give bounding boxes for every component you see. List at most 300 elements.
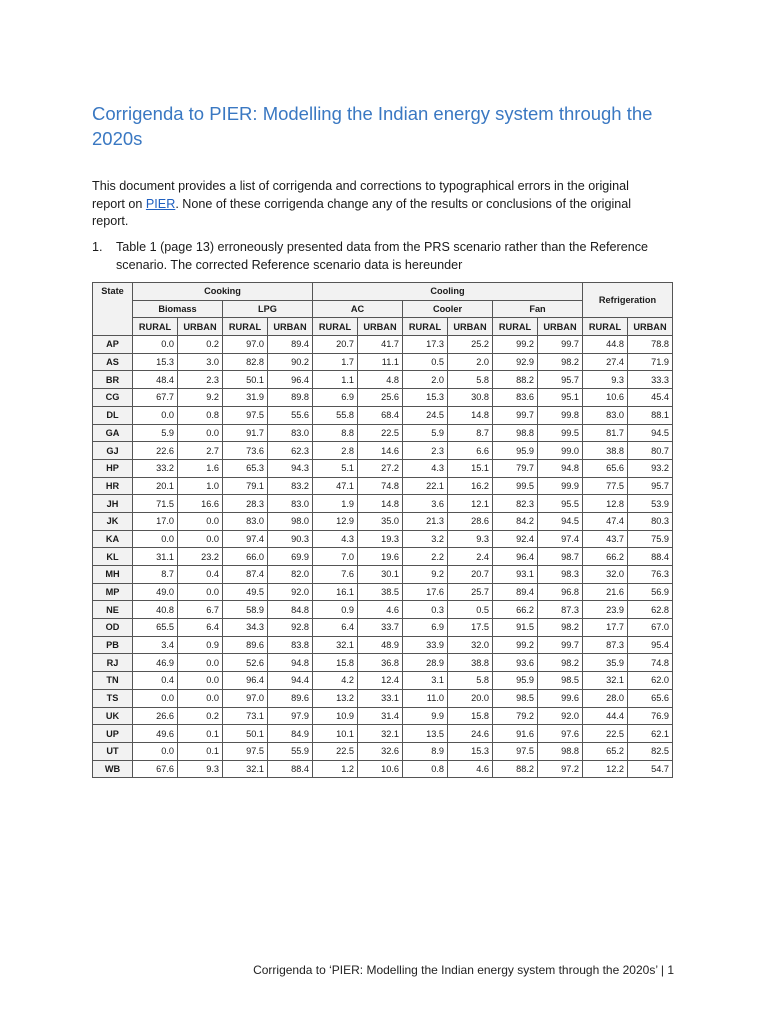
value-cell: 92.0 xyxy=(268,583,313,601)
value-cell: 0.2 xyxy=(178,336,223,354)
value-cell: 17.0 xyxy=(133,512,178,530)
table-row xyxy=(93,548,673,566)
intro-text-after: . None of these corrigenda change any of the results or conclusions of the original report. xyxy=(92,196,632,228)
table-row xyxy=(93,442,673,460)
sub-header-urban: URBAN xyxy=(448,318,493,336)
value-cell: 1.6 xyxy=(178,459,223,477)
value-cell: 95.5 xyxy=(538,495,583,513)
table-row xyxy=(93,353,673,371)
value-cell: 41.7 xyxy=(358,336,403,354)
value-cell: 5.8 xyxy=(448,371,493,389)
value-cell: 15.1 xyxy=(448,459,493,477)
state-cell: UT xyxy=(93,742,133,760)
value-cell: 94.5 xyxy=(538,512,583,530)
value-cell: 28.0 xyxy=(583,689,628,707)
value-cell: 2.4 xyxy=(448,548,493,566)
value-cell: 44.8 xyxy=(583,336,628,354)
state-cell: GA xyxy=(93,424,133,442)
value-cell: 0.8 xyxy=(403,760,448,778)
value-cell: 8.8 xyxy=(313,424,358,442)
table-row xyxy=(93,512,673,530)
value-cell: 3.6 xyxy=(403,495,448,513)
value-cell: 95.7 xyxy=(538,371,583,389)
value-cell: 27.4 xyxy=(583,353,628,371)
value-cell: 38.8 xyxy=(448,654,493,672)
value-cell: 93.2 xyxy=(628,459,673,477)
state-cell: DL xyxy=(93,406,133,424)
state-cell: TS xyxy=(93,689,133,707)
value-cell: 9.3 xyxy=(583,371,628,389)
state-cell: TN xyxy=(93,672,133,690)
value-cell: 98.0 xyxy=(268,512,313,530)
value-cell: 1.2 xyxy=(313,760,358,778)
value-cell: 87.3 xyxy=(538,601,583,619)
value-cell: 6.9 xyxy=(403,619,448,637)
value-cell: 31.1 xyxy=(133,548,178,566)
value-cell: 62.1 xyxy=(628,725,673,743)
value-cell: 62.3 xyxy=(268,442,313,460)
value-cell: 0.5 xyxy=(448,601,493,619)
page-footer: Corrigenda to ‘PIER: Modelling the Indian energy system through the 2020s’ | 1 xyxy=(253,963,674,977)
value-cell: 99.0 xyxy=(538,442,583,460)
value-cell: 19.6 xyxy=(358,548,403,566)
state-cell: WB xyxy=(93,760,133,778)
value-cell: 80.3 xyxy=(628,512,673,530)
state-cell: KL xyxy=(93,548,133,566)
value-cell: 0.0 xyxy=(178,583,223,601)
value-cell: 0.0 xyxy=(178,512,223,530)
value-cell: 49.6 xyxy=(133,725,178,743)
value-cell: 0.0 xyxy=(178,424,223,442)
value-cell: 1.7 xyxy=(313,353,358,371)
value-cell: 55.9 xyxy=(268,742,313,760)
value-cell: 91.7 xyxy=(223,424,268,442)
value-cell: 88.1 xyxy=(628,406,673,424)
table-row xyxy=(93,406,673,424)
value-cell: 0.0 xyxy=(133,406,178,424)
value-cell: 99.2 xyxy=(493,636,538,654)
value-cell: 94.8 xyxy=(268,654,313,672)
table-row xyxy=(93,495,673,513)
state-cell: MP xyxy=(93,583,133,601)
value-cell: 0.0 xyxy=(133,336,178,354)
value-cell: 20.7 xyxy=(313,336,358,354)
value-cell: 22.5 xyxy=(358,424,403,442)
page-title: Corrigenda to PIER: Modelling the Indian energy system through the 2020s xyxy=(92,103,653,149)
state-header: State xyxy=(93,283,133,336)
value-cell: 62.8 xyxy=(628,601,673,619)
value-cell: 6.9 xyxy=(313,389,358,407)
value-cell: 0.9 xyxy=(178,636,223,654)
value-cell: 82.3 xyxy=(493,495,538,513)
value-cell: 2.3 xyxy=(178,371,223,389)
group-header-cooling: Cooling xyxy=(313,283,583,301)
value-cell: 2.0 xyxy=(448,353,493,371)
value-cell: 11.1 xyxy=(358,353,403,371)
value-cell: 33.2 xyxy=(133,459,178,477)
value-cell: 79.1 xyxy=(223,477,268,495)
value-cell: 80.7 xyxy=(628,442,673,460)
state-cell: KA xyxy=(93,530,133,548)
value-cell: 17.6 xyxy=(403,583,448,601)
table-row xyxy=(93,760,673,778)
category-header-refrigeration: Refrigeration xyxy=(583,283,673,318)
value-cell: 98.5 xyxy=(493,689,538,707)
value-cell: 89.6 xyxy=(268,689,313,707)
value-cell: 34.3 xyxy=(223,619,268,637)
value-cell: 0.2 xyxy=(178,707,223,725)
value-cell: 22.5 xyxy=(313,742,358,760)
value-cell: 12.1 xyxy=(448,495,493,513)
table-row xyxy=(93,371,673,389)
value-cell: 26.6 xyxy=(133,707,178,725)
value-cell: 15.3 xyxy=(133,353,178,371)
value-cell: 83.0 xyxy=(268,424,313,442)
value-cell: 50.1 xyxy=(223,371,268,389)
value-cell: 67.0 xyxy=(628,619,673,637)
value-cell: 74.8 xyxy=(358,477,403,495)
value-cell: 92.0 xyxy=(538,707,583,725)
value-cell: 4.6 xyxy=(358,601,403,619)
value-cell: 33.1 xyxy=(358,689,403,707)
value-cell: 49.5 xyxy=(223,583,268,601)
value-cell: 93.6 xyxy=(493,654,538,672)
state-cell: AP xyxy=(93,336,133,354)
value-cell: 14.8 xyxy=(358,495,403,513)
sub-header-urban: URBAN xyxy=(628,318,673,336)
value-cell: 90.2 xyxy=(268,353,313,371)
value-cell: 12.2 xyxy=(583,760,628,778)
value-cell: 97.4 xyxy=(223,530,268,548)
sub-header-row xyxy=(93,318,673,336)
value-cell: 87.3 xyxy=(583,636,628,654)
value-cell: 83.0 xyxy=(583,406,628,424)
state-cell: NE xyxy=(93,601,133,619)
value-cell: 5.8 xyxy=(448,672,493,690)
table-body xyxy=(93,336,673,778)
group-header-cooking: Cooking xyxy=(133,283,313,301)
value-cell: 62.0 xyxy=(628,672,673,690)
sub-header-urban: URBAN xyxy=(178,318,223,336)
value-cell: 58.9 xyxy=(223,601,268,619)
table-row xyxy=(93,707,673,725)
value-cell: 98.2 xyxy=(538,654,583,672)
value-cell: 88.2 xyxy=(493,760,538,778)
state-cell: PB xyxy=(93,636,133,654)
value-cell: 53.9 xyxy=(628,495,673,513)
value-cell: 17.3 xyxy=(403,336,448,354)
value-cell: 75.9 xyxy=(628,530,673,548)
value-cell: 0.0 xyxy=(178,672,223,690)
value-cell: 98.7 xyxy=(538,548,583,566)
intro-text-before: This document provides a list of corrigenda and corrections to typographical errors in the original report on xyxy=(92,179,629,211)
value-cell: 10.9 xyxy=(313,707,358,725)
value-cell: 9.9 xyxy=(403,707,448,725)
value-cell: 20.0 xyxy=(448,689,493,707)
value-cell: 54.7 xyxy=(628,760,673,778)
value-cell: 43.7 xyxy=(583,530,628,548)
value-cell: 95.9 xyxy=(493,442,538,460)
value-cell: 88.2 xyxy=(493,371,538,389)
value-cell: 94.4 xyxy=(268,672,313,690)
value-cell: 56.9 xyxy=(628,583,673,601)
value-cell: 2.3 xyxy=(403,442,448,460)
table-row xyxy=(93,689,673,707)
value-cell: 96.4 xyxy=(223,672,268,690)
value-cell: 97.4 xyxy=(538,530,583,548)
state-cell: HP xyxy=(93,459,133,477)
value-cell: 35.9 xyxy=(583,654,628,672)
sub-header-urban: URBAN xyxy=(268,318,313,336)
value-cell: 22.5 xyxy=(583,725,628,743)
value-cell: 98.5 xyxy=(538,672,583,690)
value-cell: 0.4 xyxy=(178,566,223,584)
value-cell: 10.1 xyxy=(313,725,358,743)
value-cell: 21.3 xyxy=(403,512,448,530)
table-row xyxy=(93,424,673,442)
sub-header-rural: RURAL xyxy=(313,318,358,336)
sub-header-rural: RURAL xyxy=(223,318,268,336)
value-cell: 87.4 xyxy=(223,566,268,584)
value-cell: 68.4 xyxy=(358,406,403,424)
value-cell: 40.8 xyxy=(133,601,178,619)
table-row xyxy=(93,530,673,548)
value-cell: 83.0 xyxy=(268,495,313,513)
value-cell: 95.9 xyxy=(493,672,538,690)
value-cell: 12.8 xyxy=(583,495,628,513)
value-cell: 97.2 xyxy=(538,760,583,778)
value-cell: 32.6 xyxy=(358,742,403,760)
value-cell: 2.2 xyxy=(403,548,448,566)
value-cell: 25.7 xyxy=(448,583,493,601)
value-cell: 99.7 xyxy=(538,636,583,654)
value-cell: 92.8 xyxy=(268,619,313,637)
value-cell: 94.3 xyxy=(268,459,313,477)
value-cell: 71.5 xyxy=(133,495,178,513)
table-row xyxy=(93,601,673,619)
value-cell: 66.0 xyxy=(223,548,268,566)
value-cell: 33.3 xyxy=(628,371,673,389)
value-cell: 32.1 xyxy=(358,725,403,743)
value-cell: 99.8 xyxy=(538,406,583,424)
value-cell: 11.0 xyxy=(403,689,448,707)
value-cell: 99.7 xyxy=(493,406,538,424)
value-cell: 33.7 xyxy=(358,619,403,637)
value-cell: 97.0 xyxy=(223,689,268,707)
value-cell: 16.1 xyxy=(313,583,358,601)
value-cell: 3.4 xyxy=(133,636,178,654)
value-cell: 0.8 xyxy=(178,406,223,424)
value-cell: 15.8 xyxy=(448,707,493,725)
state-cell: HR xyxy=(93,477,133,495)
value-cell: 6.6 xyxy=(448,442,493,460)
value-cell: 84.2 xyxy=(493,512,538,530)
state-cell: GJ xyxy=(93,442,133,460)
value-cell: 38.5 xyxy=(358,583,403,601)
value-cell: 89.4 xyxy=(268,336,313,354)
value-cell: 92.4 xyxy=(493,530,538,548)
table-row xyxy=(93,636,673,654)
value-cell: 65.2 xyxy=(583,742,628,760)
table-row xyxy=(93,336,673,354)
value-cell: 46.9 xyxy=(133,654,178,672)
state-cell: JK xyxy=(93,512,133,530)
value-cell: 0.0 xyxy=(133,530,178,548)
value-cell: 17.5 xyxy=(448,619,493,637)
value-cell: 24.5 xyxy=(403,406,448,424)
value-cell: 38.8 xyxy=(583,442,628,460)
value-cell: 7.6 xyxy=(313,566,358,584)
value-cell: 36.8 xyxy=(358,654,403,672)
list-item-1 xyxy=(92,239,672,274)
value-cell: 84.8 xyxy=(268,601,313,619)
value-cell: 9.3 xyxy=(448,530,493,548)
value-cell: 13.5 xyxy=(403,725,448,743)
value-cell: 95.7 xyxy=(628,477,673,495)
value-cell: 82.0 xyxy=(268,566,313,584)
value-cell: 0.0 xyxy=(178,689,223,707)
state-cell: UK xyxy=(93,707,133,725)
value-cell: 89.4 xyxy=(493,583,538,601)
pier-link[interactable]: PIER xyxy=(145,196,176,211)
value-cell: 3.1 xyxy=(403,672,448,690)
value-cell: 95.1 xyxy=(538,389,583,407)
table-row xyxy=(93,619,673,637)
category-header-ac: AC xyxy=(313,300,403,318)
value-cell: 49.0 xyxy=(133,583,178,601)
category-header-biomass: Biomass xyxy=(133,300,223,318)
value-cell: 32.1 xyxy=(313,636,358,654)
value-cell: 84.9 xyxy=(268,725,313,743)
value-cell: 55.6 xyxy=(268,406,313,424)
value-cell: 24.6 xyxy=(448,725,493,743)
value-cell: 4.8 xyxy=(358,371,403,389)
value-cell: 2.8 xyxy=(313,442,358,460)
value-cell: 52.6 xyxy=(223,654,268,672)
value-cell: 6.4 xyxy=(313,619,358,637)
value-cell: 99.9 xyxy=(538,477,583,495)
value-cell: 28.3 xyxy=(223,495,268,513)
value-cell: 79.7 xyxy=(493,459,538,477)
value-cell: 55.8 xyxy=(313,406,358,424)
value-cell: 9.2 xyxy=(403,566,448,584)
value-cell: 25.6 xyxy=(358,389,403,407)
value-cell: 6.7 xyxy=(178,601,223,619)
list-item-number: 1. xyxy=(92,240,103,254)
value-cell: 0.0 xyxy=(178,530,223,548)
table-row xyxy=(93,566,673,584)
state-cell: AS xyxy=(93,353,133,371)
value-cell: 97.0 xyxy=(223,336,268,354)
state-cell: CG xyxy=(93,389,133,407)
value-cell: 15.3 xyxy=(403,389,448,407)
value-cell: 32.0 xyxy=(583,566,628,584)
sub-header-rural: RURAL xyxy=(493,318,538,336)
value-cell: 97.9 xyxy=(268,707,313,725)
value-cell: 12.9 xyxy=(313,512,358,530)
state-cell: MH xyxy=(93,566,133,584)
sub-header-rural: RURAL xyxy=(133,318,178,336)
value-cell: 99.2 xyxy=(493,336,538,354)
value-cell: 97.5 xyxy=(223,742,268,760)
value-cell: 30.1 xyxy=(358,566,403,584)
value-cell: 13.2 xyxy=(313,689,358,707)
value-cell: 4.3 xyxy=(313,530,358,548)
value-cell: 67.7 xyxy=(133,389,178,407)
value-cell: 2.7 xyxy=(178,442,223,460)
value-cell: 94.5 xyxy=(628,424,673,442)
value-cell: 32.0 xyxy=(448,636,493,654)
state-cell: JH xyxy=(93,495,133,513)
value-cell: 4.6 xyxy=(448,760,493,778)
value-cell: 22.6 xyxy=(133,442,178,460)
value-cell: 74.8 xyxy=(628,654,673,672)
value-cell: 2.0 xyxy=(403,371,448,389)
value-cell: 22.1 xyxy=(403,477,448,495)
value-cell: 48.9 xyxy=(358,636,403,654)
value-cell: 99.6 xyxy=(538,689,583,707)
value-cell: 98.2 xyxy=(538,353,583,371)
value-cell: 33.9 xyxy=(403,636,448,654)
value-cell: 48.4 xyxy=(133,371,178,389)
value-cell: 31.4 xyxy=(358,707,403,725)
value-cell: 0.4 xyxy=(133,672,178,690)
value-cell: 3.2 xyxy=(403,530,448,548)
value-cell: 76.3 xyxy=(628,566,673,584)
value-cell: 89.6 xyxy=(223,636,268,654)
value-cell: 92.9 xyxy=(493,353,538,371)
value-cell: 35.0 xyxy=(358,512,403,530)
value-cell: 20.1 xyxy=(133,477,178,495)
value-cell: 8.7 xyxy=(448,424,493,442)
value-cell: 8.9 xyxy=(403,742,448,760)
value-cell: 89.8 xyxy=(268,389,313,407)
value-cell: 32.1 xyxy=(583,672,628,690)
list-item-text: Table 1 (page 13) erroneously presented data from the PRS scenario rather than the Reference scenario. The corrected Reference scenario data is hereunder xyxy=(116,240,649,272)
value-cell: 9.2 xyxy=(178,389,223,407)
value-cell: 50.1 xyxy=(223,725,268,743)
table-row xyxy=(93,654,673,672)
category-header-cooler: Cooler xyxy=(403,300,493,318)
value-cell: 4.3 xyxy=(403,459,448,477)
value-cell: 83.8 xyxy=(268,636,313,654)
value-cell: 0.1 xyxy=(178,725,223,743)
value-cell: 66.2 xyxy=(493,601,538,619)
value-cell: 90.3 xyxy=(268,530,313,548)
value-cell: 1.0 xyxy=(178,477,223,495)
table-row xyxy=(93,725,673,743)
value-cell: 20.7 xyxy=(448,566,493,584)
value-cell: 23.2 xyxy=(178,548,223,566)
value-cell: 6.4 xyxy=(178,619,223,637)
value-cell: 83.0 xyxy=(223,512,268,530)
intro-paragraph xyxy=(92,178,657,231)
value-cell: 17.7 xyxy=(583,619,628,637)
value-cell: 95.4 xyxy=(628,636,673,654)
value-cell: 0.1 xyxy=(178,742,223,760)
value-cell: 14.6 xyxy=(358,442,403,460)
value-cell: 65.6 xyxy=(628,689,673,707)
value-cell: 91.6 xyxy=(493,725,538,743)
value-cell: 67.6 xyxy=(133,760,178,778)
value-cell: 0.0 xyxy=(133,742,178,760)
value-cell: 97.5 xyxy=(493,742,538,760)
value-cell: 0.3 xyxy=(403,601,448,619)
value-cell: 99.5 xyxy=(493,477,538,495)
value-cell: 79.2 xyxy=(493,707,538,725)
value-cell: 82.5 xyxy=(628,742,673,760)
sub-header-urban: URBAN xyxy=(538,318,583,336)
